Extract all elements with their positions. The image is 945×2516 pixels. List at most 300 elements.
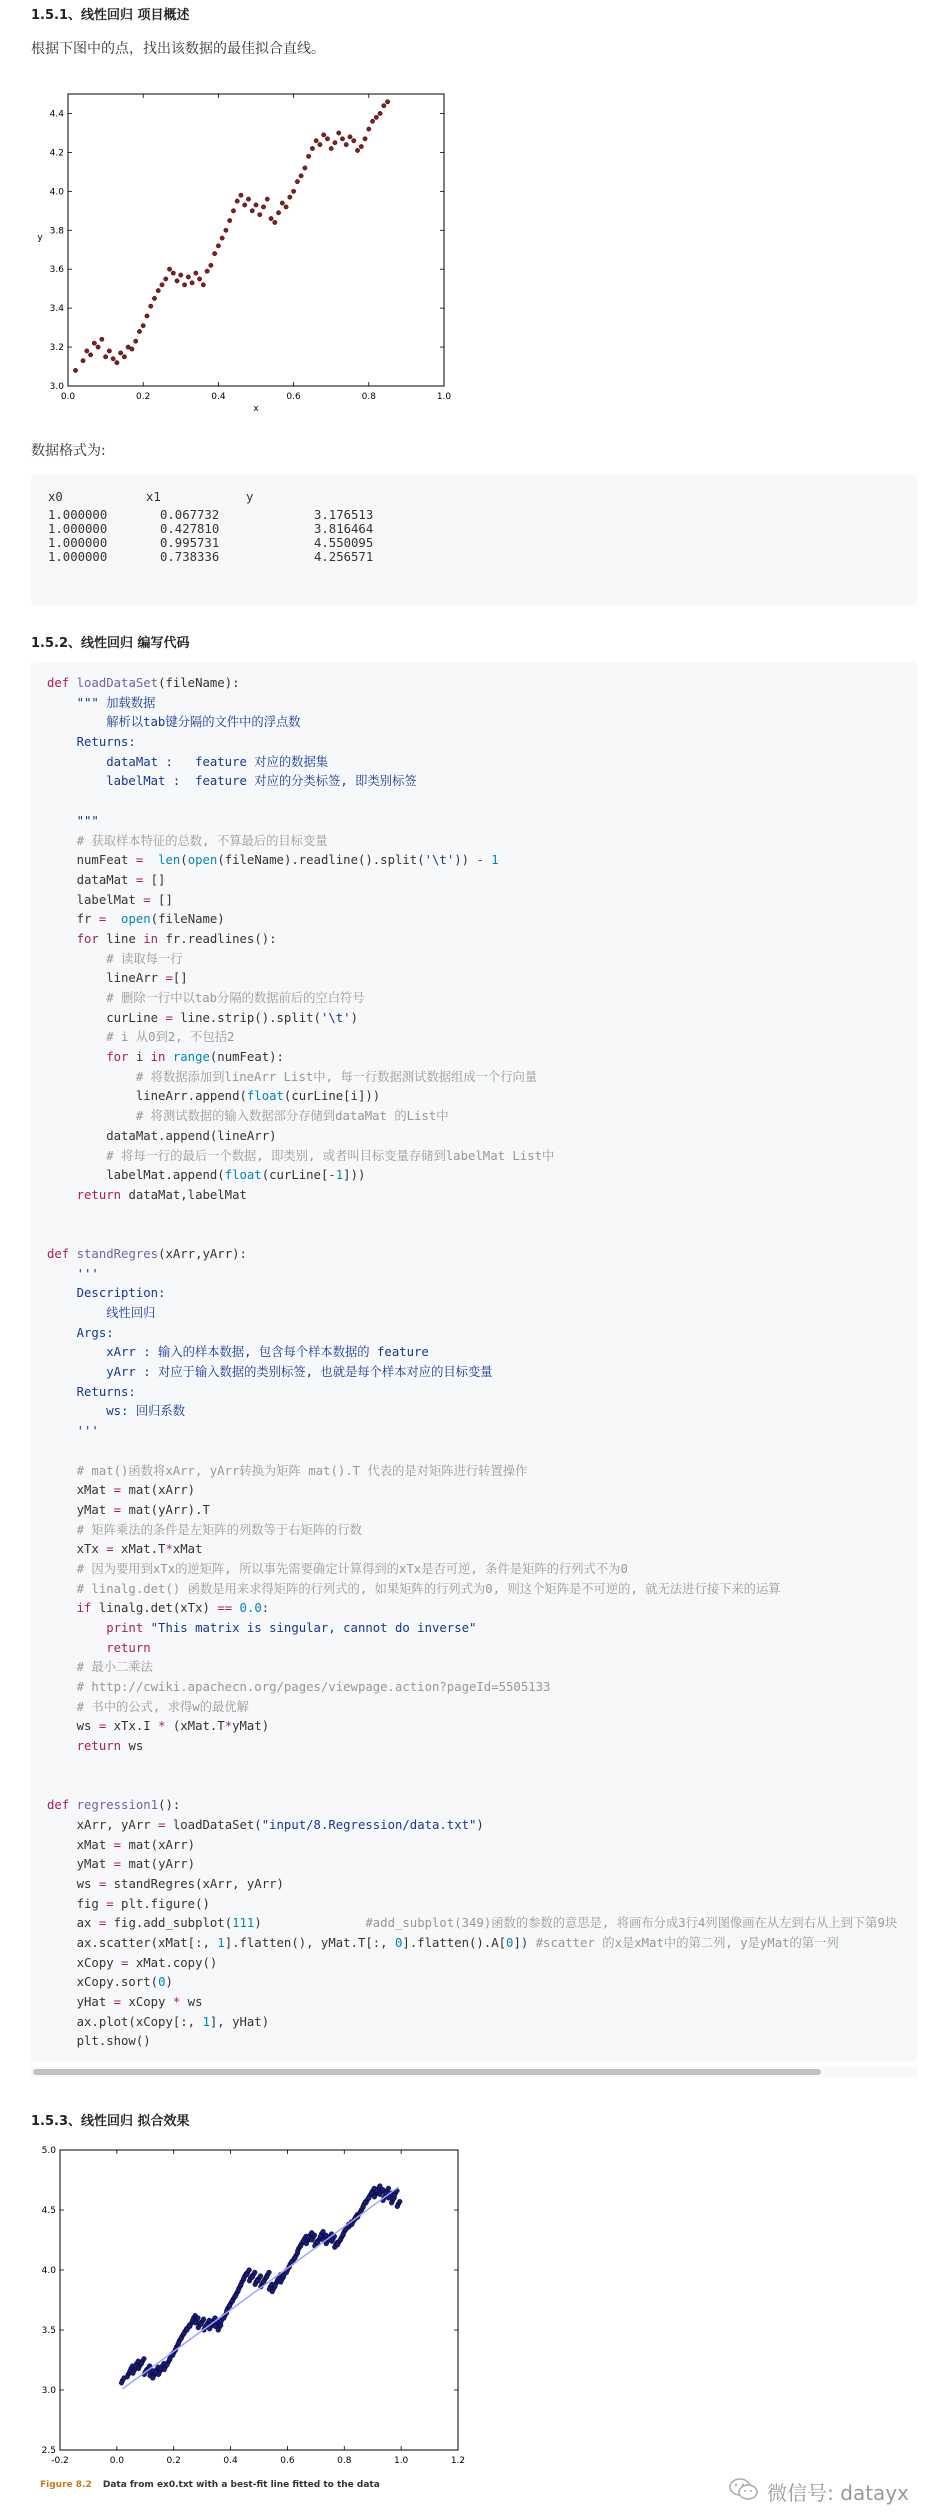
data-point <box>348 135 352 139</box>
table-cell: 0.427810 <box>160 522 220 536</box>
code-token: mat(yArr) <box>121 1857 196 1872</box>
data-point <box>179 273 183 277</box>
code-token: yHat <box>47 1995 114 2010</box>
code-token: labelMat <box>47 892 144 907</box>
code-line <box>47 1481 897 1501</box>
data-point <box>258 212 262 216</box>
code-token: # 最小二乘法 <box>47 1660 153 1675</box>
code-token: return <box>47 1187 129 1202</box>
data-point <box>246 197 250 201</box>
x-tick-label: 0.4 <box>211 392 226 402</box>
code-token: i <box>135 1050 151 1065</box>
data-point <box>239 2282 244 2287</box>
data-point <box>150 2376 155 2381</box>
data-point <box>247 2268 252 2273</box>
y-tick-label: 3.6 <box>49 265 64 276</box>
data-point <box>366 2196 371 2201</box>
code-line <box>47 930 897 950</box>
code-token: '\t' <box>424 853 455 868</box>
data-point <box>288 195 292 199</box>
data-point <box>216 2328 221 2333</box>
code-line <box>47 1717 897 1737</box>
code-token: ], yHat) <box>209 2014 270 2029</box>
code-token: : <box>261 1601 270 1616</box>
data-point <box>303 166 307 170</box>
data-point <box>239 193 243 197</box>
data-point <box>269 216 273 220</box>
data-point <box>231 209 235 213</box>
data-point <box>265 197 269 201</box>
code-token: ) <box>350 1010 358 1025</box>
code-token: float <box>224 1168 262 1183</box>
code-line <box>47 1147 897 1167</box>
data-point <box>176 2341 181 2346</box>
code-token: # i 从0到2, 不包括2 <box>47 1030 235 1045</box>
code-token: plt.show() <box>47 2034 151 2049</box>
code-content <box>47 674 897 2052</box>
data-point <box>252 2270 257 2275</box>
x-tick-label: 0.8 <box>337 2456 352 2466</box>
data-point <box>267 2270 272 2275</box>
code-token: # 删除一行中以tab分隔的数据前后的空白符号 <box>47 991 365 1005</box>
x-tick-label: -0.2 <box>51 2456 69 2466</box>
data-point <box>392 2193 397 2198</box>
table-row <box>48 522 373 536</box>
code-line <box>47 1855 897 1875</box>
code-token: in <box>150 1050 166 1065</box>
code-token: labelMat.append( <box>47 1168 225 1183</box>
code-token <box>106 912 121 926</box>
code-token: line <box>106 931 144 946</box>
code-token: - <box>328 1168 336 1183</box>
data-point <box>125 2374 130 2379</box>
code-token: = <box>113 1857 122 1872</box>
code-line <box>47 1796 897 1816</box>
code-token: yMat <box>47 1857 114 1872</box>
x-tick-label: 0.0 <box>109 2456 125 2466</box>
x-tick-label: 0.4 <box>223 2456 238 2466</box>
code-line <box>47 1028 897 1048</box>
code-token: # 将数据添加到lineArr List中, 每一行数据测试数据组成一个行向量 <box>47 1069 538 1084</box>
code-line <box>47 812 897 832</box>
code-token: * <box>172 1995 181 2010</box>
data-point <box>227 2304 232 2309</box>
code-token: ].flatten().A[ <box>402 1936 507 1950</box>
code-token: 1 <box>491 853 499 868</box>
data-point <box>337 131 341 135</box>
code-line <box>47 1166 897 1186</box>
scatter-chart-fit <box>30 2140 470 2475</box>
data-point <box>378 111 382 115</box>
code-token: #scatter 的x是xMat中的第二列, y是yMat的第一列 <box>535 1936 839 1950</box>
data-point <box>230 2299 235 2304</box>
data-point <box>107 349 111 353</box>
data-point <box>310 146 314 150</box>
section-heading-code: 1.5.2、线性回归 编写代码 <box>31 636 190 651</box>
code-token: #add_subplot(349)函数的参数的意思是, 将画布分成3行4列图像画在从左到右从上到下第9块 <box>365 1916 898 1931</box>
table-cell: 0.067732 <box>160 508 220 522</box>
code-token: def <box>47 1798 77 1813</box>
data-point <box>250 2275 255 2280</box>
data-point <box>182 283 186 287</box>
code-line <box>47 1875 897 1895</box>
table-cell: 3.816464 <box>314 522 374 536</box>
data-point <box>131 2371 136 2376</box>
code-token: [] <box>172 971 188 986</box>
table-row <box>48 508 373 522</box>
code-horizontal-scrollbar[interactable] <box>31 2067 917 2077</box>
code-token: = <box>113 1502 122 1517</box>
code-token: 1 <box>217 1936 225 1950</box>
code-token: # 将每一行的最后一个数据, 即类别, 或者叫目标变量存储到labelMat List中 <box>47 1148 555 1163</box>
data-point <box>133 339 137 343</box>
code-token: * <box>158 1719 166 1734</box>
wechat-watermark <box>729 2477 909 2506</box>
code-line <box>47 1954 897 1974</box>
data-point <box>372 2194 377 2199</box>
code-token: "input/8.Regression/data.txt" <box>261 1817 477 1832</box>
code-token: # 书中的公式, 求得w的最优解 <box>47 1699 249 1714</box>
code-token: xMat <box>172 1542 203 1557</box>
code-token: = <box>106 1542 114 1557</box>
data-point <box>194 271 198 275</box>
y-tick-label: 4.5 <box>41 2206 56 2216</box>
code-token: ) <box>254 1916 366 1931</box>
data-point <box>160 283 164 287</box>
code-token: ws: 回归系数 <box>47 1404 186 1419</box>
data-format-label: 数据格式为: <box>31 443 106 459</box>
data-table <box>48 490 373 564</box>
figure-caption-text: Data from ex0.txt with a best-fit line fitted to the data <box>102 2480 380 2490</box>
code-line <box>47 1068 897 1088</box>
code-line <box>47 1442 897 1462</box>
data-point <box>197 277 201 281</box>
code-line <box>47 1895 897 1915</box>
data-point <box>397 2199 402 2204</box>
data-point <box>264 2275 269 2280</box>
code-line <box>47 713 897 733</box>
data-point <box>318 142 322 146</box>
data-point <box>136 2366 141 2371</box>
code-token: Description: <box>47 1286 166 1301</box>
code-line <box>47 1048 897 1068</box>
code-line <box>47 1127 897 1147</box>
data-point <box>333 140 337 144</box>
data-point <box>137 329 141 333</box>
data-point <box>122 355 126 359</box>
figure-caption-label: Figure 8.2 <box>40 2480 92 2490</box>
code-token: (fileName): <box>158 676 240 690</box>
y-tick-label: 3.0 <box>41 2386 56 2396</box>
code-token: for <box>47 1050 136 1065</box>
code-line <box>47 1363 897 1383</box>
data-point <box>355 148 359 152</box>
code-line <box>47 1521 897 1541</box>
code-token: ax.plot(xCopy[:, <box>47 2014 203 2029</box>
data-point <box>216 244 220 248</box>
data-point <box>270 2289 275 2294</box>
code-line <box>47 1087 897 1107</box>
code-token: # linalg.det() 函数是用来求得矩阵的行列式的, 如果矩阵的行列式为0, 则这个矩阵是不可逆的, 就无法进行接下来的运算 <box>47 1581 781 1596</box>
x-tick-label: 0.0 <box>60 392 76 402</box>
wechat-icon <box>729 2477 759 2506</box>
data-point <box>175 279 179 283</box>
data-point <box>85 349 89 353</box>
code-token: = <box>98 1876 107 1891</box>
scatter-chart-data <box>38 86 458 416</box>
code-token: xCopy <box>121 1995 173 2010</box>
code-token: = <box>113 1483 122 1498</box>
code-token: ) <box>165 1975 173 1990</box>
code-token: xMat.T <box>113 1542 166 1557</box>
data-point <box>103 355 107 359</box>
code-line <box>47 733 897 753</box>
table-header-cell: x1 <box>146 490 161 504</box>
data-point <box>278 2280 283 2285</box>
table-cell: 0.995731 <box>160 536 220 550</box>
data-point <box>212 251 216 255</box>
code-token: '\t' <box>320 1010 351 1025</box>
code-token: return <box>47 1640 151 1655</box>
code-token: open <box>121 912 151 927</box>
data-format-block <box>31 475 917 605</box>
code-token: (fileName) <box>150 912 225 927</box>
data-point <box>149 304 153 308</box>
code-token: fig <box>47 1896 107 1911</box>
code-token: 1 <box>335 1168 344 1183</box>
table-cell: 4.550095 <box>314 536 374 550</box>
data-point <box>306 154 310 158</box>
code-token: lineArr <box>47 971 166 986</box>
code-line <box>47 1343 897 1363</box>
data-point <box>370 119 374 123</box>
code-token: in <box>143 931 159 946</box>
code-line <box>47 1324 897 1344</box>
y-tick-label: 3.5 <box>41 2326 56 2336</box>
data-point <box>330 2239 335 2244</box>
code-token: = <box>113 1837 122 1852</box>
code-token: xMat <box>47 1483 114 1498</box>
code-token: loadDataSet <box>76 676 159 690</box>
data-point <box>145 314 149 318</box>
code-line <box>47 1934 897 1954</box>
code-token: = <box>98 912 107 927</box>
code-token <box>232 1601 239 1615</box>
data-point <box>280 201 284 205</box>
data-point <box>352 139 356 143</box>
code-line <box>47 1265 897 1285</box>
data-point <box>295 179 299 183</box>
code-token: = <box>135 872 144 887</box>
code-line <box>47 851 897 871</box>
section-heading-result: 1.5.3、线性回归 拟合效果 <box>31 2114 190 2129</box>
code-token: ) <box>476 1817 484 1832</box>
code-token: = <box>143 892 151 907</box>
y-tick-label: 4.0 <box>41 2266 56 2276</box>
code-token: ''' <box>47 1266 99 1281</box>
y-tick-label: 3.8 <box>49 226 64 237</box>
data-point <box>256 2278 261 2283</box>
code-token: linalg.det(xTx) <box>98 1601 218 1616</box>
data-point <box>341 2232 346 2237</box>
code-line <box>47 1284 897 1304</box>
table-header-row <box>48 490 373 508</box>
watermark-text: 微信号: datayx <box>767 2481 909 2505</box>
code-token: = <box>158 1817 166 1832</box>
code-token: if <box>47 1601 99 1616</box>
code-line <box>47 694 897 714</box>
code-token: (): <box>158 1798 181 1813</box>
table-cell: 3.176513 <box>314 508 374 522</box>
scrollbar-thumb[interactable] <box>33 2069 821 2075</box>
data-point <box>340 137 344 141</box>
data-point <box>395 2204 400 2209</box>
code-line <box>47 1422 897 1442</box>
data-point <box>156 288 160 292</box>
table-header-cell: y <box>246 490 254 504</box>
data-point <box>385 100 389 104</box>
code-token: curLine <box>47 1010 166 1025</box>
code-line <box>47 792 897 812</box>
data-point <box>201 2317 206 2322</box>
data-point <box>224 228 228 232</box>
code-token: 1 <box>202 2014 210 2029</box>
x-tick-label: 1.0 <box>436 392 452 402</box>
x-tick-label: 0.6 <box>286 392 301 402</box>
code-token: "This matrix is singular, cannot do inverse" <box>150 1621 477 1635</box>
code-line <box>47 1698 897 1718</box>
code-token: range <box>172 1050 210 1065</box>
section-heading-overview: 1.5.1、线性回归 项目概述 <box>31 8 190 23</box>
code-line <box>47 1402 897 1422</box>
data-point <box>335 2242 340 2247</box>
y-tick-label: 3.2 <box>49 343 64 354</box>
code-token: = <box>98 1916 107 1931</box>
code-line <box>47 674 897 694</box>
code-line <box>47 1206 897 1226</box>
data-point <box>88 353 92 357</box>
code-line <box>47 1757 897 1777</box>
code-token: print <box>47 1621 151 1635</box>
code-token: )) <box>454 853 470 868</box>
code-token: == <box>217 1601 233 1616</box>
data-point <box>243 203 247 207</box>
code-token: def <box>47 676 77 690</box>
code-line <box>47 1462 897 1482</box>
code-token: 线性回归 <box>47 1306 156 1320</box>
data-point <box>310 2238 315 2243</box>
data-point <box>367 127 371 131</box>
code-token: [] <box>150 892 173 907</box>
code-token: # 矩阵乘法的条件是左矩阵的列数等于右矩阵的行数 <box>47 1522 362 1537</box>
code-block <box>31 662 917 2062</box>
code-line <box>47 832 897 852</box>
code-line <box>47 1580 897 1600</box>
code-token: 0 <box>506 1936 514 1950</box>
code-token: """ <box>47 813 99 828</box>
y-tick-label: 5.0 <box>41 2146 56 2156</box>
table-cell: 1.000000 <box>48 522 108 536</box>
data-point <box>254 203 258 207</box>
data-point <box>209 263 213 267</box>
code-token: ax <box>47 1916 99 1931</box>
code-line <box>47 772 897 792</box>
code-token: 111 <box>232 1916 255 1931</box>
code-token: """ 加载数据 <box>47 695 156 710</box>
code-token: xCopy <box>47 1955 122 1970</box>
data-point <box>378 2192 383 2197</box>
code-line <box>47 969 897 989</box>
code-token: return <box>47 1739 129 1754</box>
code-line <box>47 753 897 773</box>
code-token: ])) <box>343 1168 366 1183</box>
y-tick-label: 3.4 <box>49 304 64 315</box>
table-cell: 1.000000 <box>48 550 108 564</box>
data-point <box>244 2272 249 2277</box>
code-token: # 读取每一行 <box>47 951 183 966</box>
code-token <box>165 1050 172 1064</box>
code-token: line.strip().split( <box>172 1010 321 1025</box>
data-point <box>227 218 231 222</box>
data-point <box>73 368 77 372</box>
data-point <box>386 2186 391 2191</box>
data-point <box>164 277 168 281</box>
data-point <box>162 2367 167 2372</box>
code-token: = <box>106 1896 114 1911</box>
code-token: - <box>469 853 492 868</box>
figure-caption <box>40 2480 380 2490</box>
data-point <box>236 2288 241 2293</box>
code-token: len <box>158 853 181 868</box>
data-point <box>220 236 224 240</box>
code-line <box>47 1816 897 1836</box>
code-token: xMat <box>47 1837 114 1852</box>
data-point <box>199 2322 204 2327</box>
code-token: dataMat <box>47 872 136 887</box>
code-line <box>47 1245 897 1265</box>
code-token: = <box>121 1955 129 1970</box>
code-line <box>47 2013 897 2033</box>
code-token: def <box>47 1246 77 1261</box>
code-line <box>47 1973 897 1993</box>
data-point <box>382 103 386 107</box>
data-point <box>130 347 134 351</box>
data-point <box>314 139 318 143</box>
x-tick-label: 1.0 <box>393 2456 409 2466</box>
x-axis-label: x <box>253 404 259 414</box>
data-point <box>363 137 367 141</box>
code-token: # 因为要用到xTx的逆矩阵, 所以事先需要确定计算得到的xTx是否可逆, 条件是矩阵的行列式不为0 <box>47 1561 628 1576</box>
intro-text: 根据下图中的点，找出该数据的最佳拟合直线。 <box>31 41 325 57</box>
data-point <box>389 2200 394 2205</box>
data-point <box>321 133 325 137</box>
code-token: xArr : 输入的样本数据, 包含每个样本数据的 feature <box>47 1345 429 1360</box>
data-point <box>291 189 295 193</box>
plot-frame <box>60 2150 458 2450</box>
data-point <box>165 2362 170 2367</box>
code-token: ws <box>128 1739 144 1754</box>
code-line <box>47 2032 897 2052</box>
code-token: yMat) <box>232 1719 270 1734</box>
code-token: yArr : 对应于输入数据的类别标签, 也就是每个样本对应的目标变量 <box>47 1365 493 1380</box>
code-line <box>47 1993 897 2013</box>
data-point <box>233 2294 238 2299</box>
code-line <box>47 1107 897 1127</box>
data-point <box>359 144 363 148</box>
data-point <box>205 269 209 273</box>
data-point <box>201 283 205 287</box>
y-tick-label: 2.5 <box>41 2446 56 2456</box>
